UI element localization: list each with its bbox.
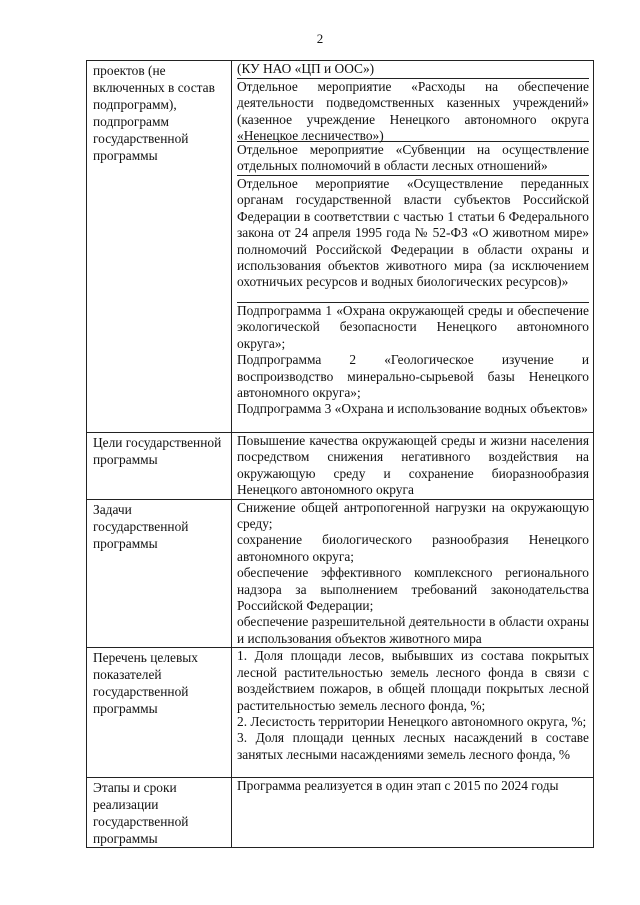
row-label-projects: проектов (не включенных в состав подпрограмм), подпрограмм государственной программы <box>87 61 232 433</box>
content-block: Отдельное мероприятие «Расходы на обеспечение деятельности подведомственных казенных учреждений» (казенное учреждение Ненецкого автономного округа «Ненецкое лесничество») <box>237 79 589 144</box>
content-block <box>237 302 589 430</box>
content-block <box>237 500 589 648</box>
content-block: (КУ НАО «ЦП и ООС») <box>237 61 375 76</box>
indicator-item: 2. Лесистость территории Ненецкого автономного округа, %; <box>237 713 587 729</box>
subprogram-item: Подпрограмма 1 «Охрана окружающей среды и обеспечение экологической безопасности Ненецкого автономного округа»; <box>237 303 589 351</box>
task-item: обеспечение эффективного комплексного регионального надзора за выполнением требований законодательства Российской Федерации; <box>237 565 589 614</box>
task-item: сохранение биологического разнообразия Ненецкого автономного округа; <box>237 532 589 564</box>
page-number: 2 <box>316 31 324 46</box>
table-row <box>87 778 594 848</box>
row-label-stages: Этапы и сроки реализации государственной программы <box>87 778 232 848</box>
indicator-item: 3. Доля площади ценных лесных насаждений в составе занятых лесными насаждениями земель лесного фонда, % <box>237 730 589 762</box>
content-block: Отдельное мероприятие «Осуществление переданных органам государственной власти субъектов Российской Федерации в соответствии с частью 1 статьи 6 Федерального закона от 24 апреля 1995 года № 52-ФЗ «О животном мире» полномочий Российской Федерации в области охраны и использования объектов животного мира (за исключением охотничьих ресурсов и водных биологических ресурсов)» <box>237 175 589 302</box>
table-row <box>87 499 594 648</box>
row-content-tasks <box>232 499 594 648</box>
row-label-indicators: Перечень целевых показателей государственной программы <box>87 648 232 778</box>
row-content-goals <box>232 433 594 500</box>
row-content-indicators <box>232 648 594 778</box>
row-label-goals: Цели государственной программы <box>87 433 232 500</box>
content-block: Программа реализуется в один этап с 2015 по 2024 годы <box>237 778 559 794</box>
content-block <box>237 648 589 763</box>
content-block: Отдельное мероприятие «Субвенции на осуществление отдельных полномочий в области лесных отношений» <box>237 142 589 174</box>
task-item: Снижение общей антропогенной нагрузки на окружающую среду; <box>237 499 589 532</box>
row-content-stages <box>232 778 594 848</box>
task-item: обеспечение разрешительной деятельности в области охраны и использования объектов животного мира <box>237 614 589 646</box>
table-row <box>87 433 594 500</box>
table-row <box>87 61 594 433</box>
table-row <box>87 648 594 778</box>
subprogram-item: Подпрограмма 2 «Геологическое изучение и воспроизводство минерально-сырьевой базы Ненецкого автономного округа»; <box>237 352 589 401</box>
program-passport-table <box>86 60 594 848</box>
content-block: Повышение качества окружающей среды и жизни населения посредством снижения негативного воздействия на окружающую среду и сохранение биоразнообразия Ненецкого автономного округа <box>237 433 589 498</box>
subprogram-item: Подпрограмма 3 «Охрана и использование водных объектов» <box>237 401 588 417</box>
row-content-projects <box>232 61 594 433</box>
indicator-item: 1. Доля площади лесов, выбывших из состава покрытых лесной растительностью земель лесного фонда в связи с воздействием пожаров, в общей площади покрытых лесной растительностью земель лесного фонда, %; <box>237 648 589 713</box>
row-label-tasks: Задачи государственной программы <box>87 499 232 648</box>
